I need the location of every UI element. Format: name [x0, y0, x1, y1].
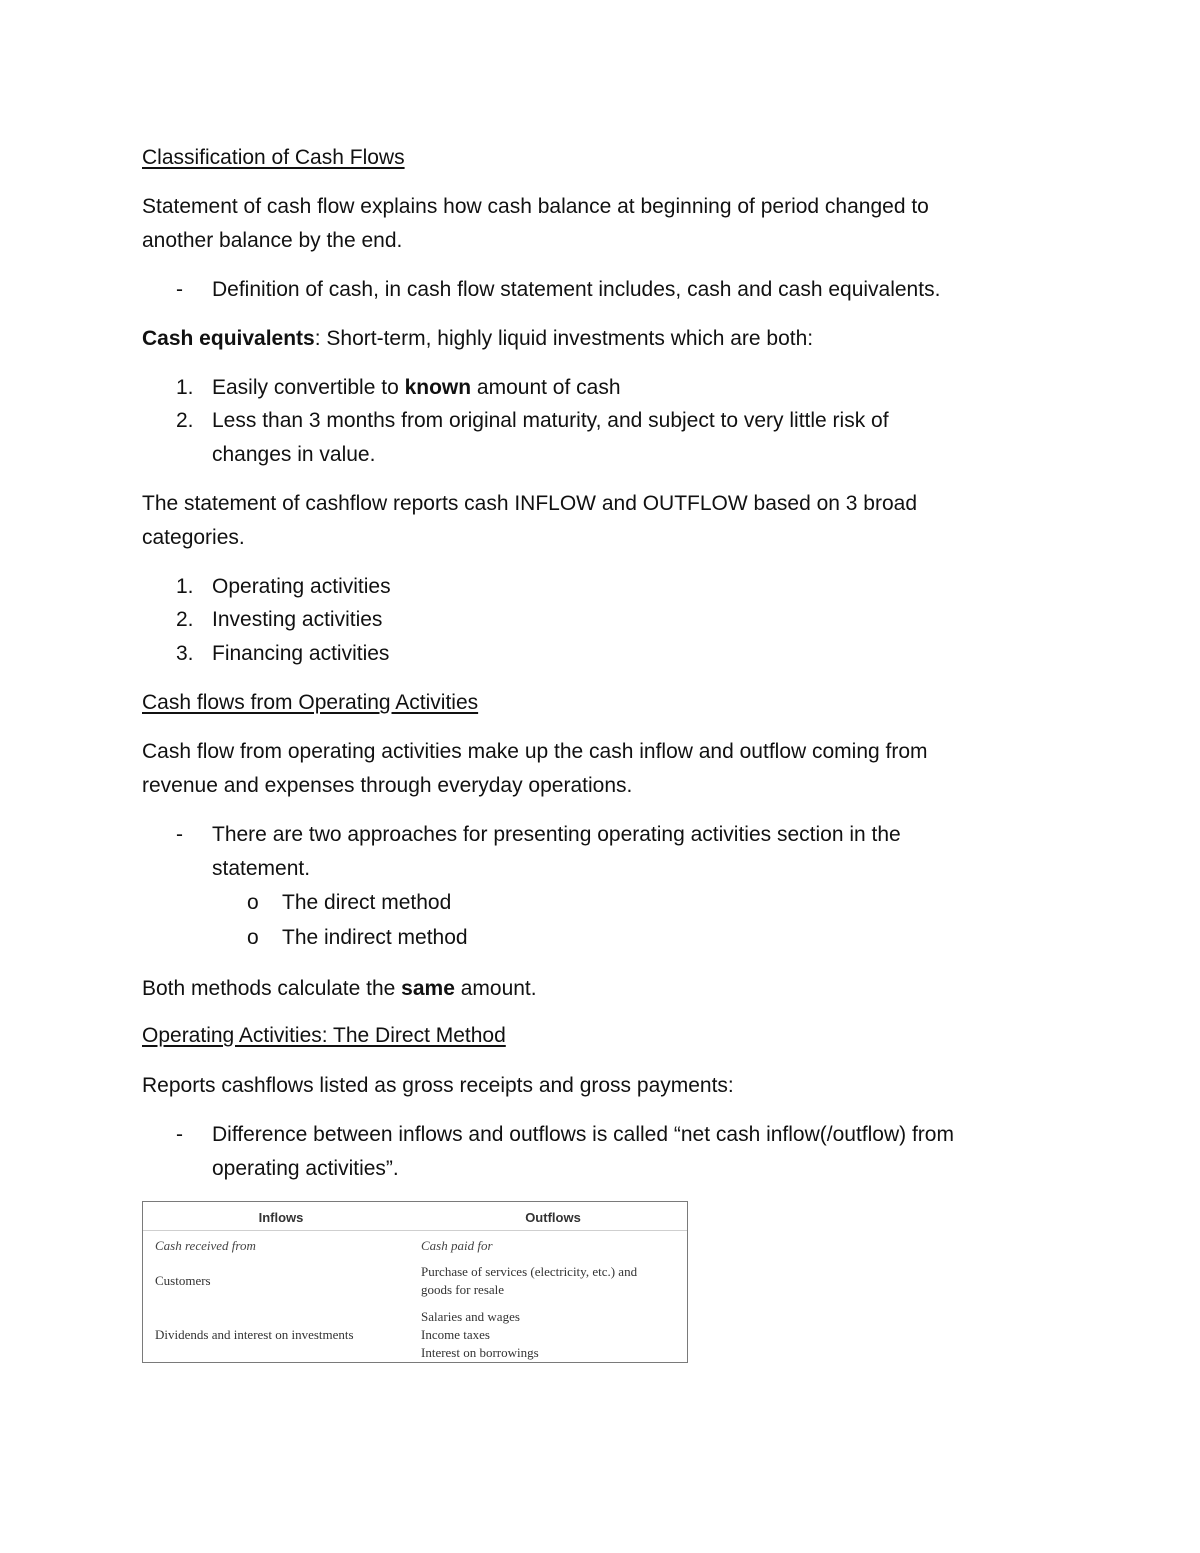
list-number: 1. — [176, 575, 194, 598]
categories-line-1: The statement of cashflow reports cash INFLOW and OUTFLOW based on 3 broad — [142, 492, 918, 515]
categories-line-2: categories. — [142, 526, 245, 549]
category-financing: Financing activities — [212, 642, 390, 665]
dash-marker: - — [176, 823, 183, 846]
approaches-line-1: There are two approaches for presenting operating activities section in the — [212, 823, 901, 846]
approaches-line-2: statement. — [212, 857, 311, 880]
outflow-salaries: Salaries and wages — [421, 1309, 520, 1324]
method-direct: The direct method — [282, 891, 452, 914]
inflow-dividends: Dividends and interest on investments — [155, 1327, 354, 1342]
heading-operating-activities: Cash flows from Operating Activities — [142, 691, 479, 714]
list-number: 3. — [176, 642, 194, 665]
heading-classification: Classification of Cash Flows — [142, 146, 405, 169]
operating-line-2: revenue and expenses through everyday operations. — [142, 774, 633, 797]
both-text: Both methods calculate the — [142, 977, 402, 1000]
both-bold: same — [401, 977, 455, 1000]
cash-equivalents-rest: : Short-term, highly liquid investments which are both: — [314, 327, 814, 350]
operating-line-1: Cash flow from operating activities make up the cash inflow and outflow coming from — [142, 740, 928, 763]
definition-bullet: Definition of cash, in cash flow statement includes, cash and cash equivalents. — [212, 278, 941, 301]
outflow-caption: Cash paid for — [421, 1238, 493, 1253]
dash-marker: - — [176, 278, 183, 301]
item-text: amount of cash — [471, 376, 621, 399]
method-indirect: The indirect method — [282, 926, 468, 949]
outflow-purchase-line-1: Purchase of services (electricity, etc.) and — [421, 1264, 638, 1279]
item-bold: known — [404, 376, 472, 399]
dash-marker: - — [176, 1123, 183, 1146]
cash-equivalent-item-1 — [212, 371, 621, 405]
cash-equivalents-line — [142, 322, 813, 356]
cash-equivalent-item-2-line-1: Less than 3 months from original maturity, and subject to very little risk of — [212, 409, 889, 432]
item-text: Easily convertible to — [212, 376, 405, 399]
difference-line-2: operating activities”. — [212, 1157, 399, 1180]
list-number: 2. — [176, 409, 194, 432]
outflow-interest: Interest on borrowings — [421, 1345, 539, 1360]
outflow-purchase-line-2: goods for resale — [421, 1282, 505, 1297]
intro-line-1: Statement of cash flow explains how cash balance at beginning of period changed to — [142, 195, 929, 218]
reports-line: Reports cashflows listed as gross receipts and gross payments: — [142, 1074, 734, 1097]
circle-bullet: o — [247, 891, 259, 914]
difference-line-1: Difference between inflows and outflows is called “net cash inflow(/outflow) from — [212, 1123, 954, 1146]
inflows-outflows-table — [142, 1201, 688, 1363]
category-operating: Operating activities — [212, 575, 391, 598]
table-header — [143, 1202, 687, 1231]
list-number: 2. — [176, 608, 194, 631]
cash-equivalent-item-2-line-2: changes in value. — [212, 443, 376, 466]
header-inflows: Inflows — [258, 1210, 304, 1225]
heading-direct-method: Operating Activities: The Direct Method — [142, 1024, 506, 1047]
inflow-customers: Customers — [155, 1273, 211, 1288]
both-text: amount. — [454, 977, 537, 1000]
header-outflows: Outflows — [525, 1210, 581, 1225]
both-methods-line — [142, 972, 537, 1006]
inflow-caption: Cash received from — [155, 1238, 256, 1253]
intro-line-2: another balance by the end. — [142, 229, 403, 252]
cash-equivalents-term: Cash equivalents — [142, 327, 315, 350]
category-investing: Investing activities — [212, 608, 383, 631]
outflow-income-taxes: Income taxes — [421, 1327, 490, 1342]
list-number: 1. — [176, 376, 194, 399]
circle-bullet: o — [247, 926, 259, 949]
